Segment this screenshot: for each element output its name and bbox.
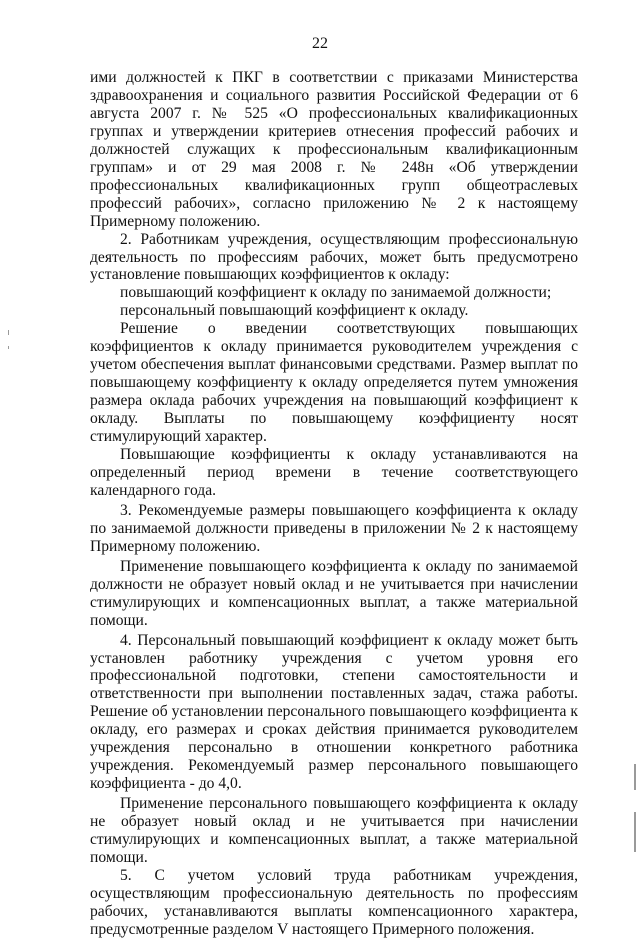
page-number: 22 [312, 35, 328, 52]
paragraph-decision: Решение о введении соответствующих повышающих коэффициентов к окладу принимается руководителем учреждения с учетом обеспечения выплат финансовыми средствами. Размер выплат по повышающему коэффициенту к окладу определяется путем умножения размера оклада рабочих учреждения на повышающий коэффициент к окладу. Выплаты по повышающему коэффициенту носят стимулирующий характер. [90, 320, 578, 446]
scan-artifact [8, 346, 9, 349]
scan-artifact [634, 764, 636, 790]
list-item-position-coefficient: повышающий коэффициент к окладу по занимаемой должности; [120, 284, 552, 302]
scan-artifact [8, 330, 9, 335]
paragraph-item-3: 3. Рекомендуемые размеры повышающего коэффициента к окладу по занимаемой должности приведены в приложении № 2 к настоящему Примерному положению. [90, 501, 578, 555]
paragraph-period: Повышающие коэффициенты к окладу устанавливаются на определенный период времени в течение соответствующего календарного года. [90, 446, 578, 499]
paragraph-intro: ими должностей к ПКГ в соответствии с приказами Министерства здравоохранения и социального развития Российской Федерации от 6 августа 2007 г. № 525 «О профессиональных квалификационных группах и утверждении критериев отнесения профессий рабочих и должностей служащих к профессиональным квалификационным группам» и от 29 мая 2008 г. № 248н «Об утверждении профессиональных квалификационных групп общеотраслевых профессий рабочих», согласно приложению № 2 к настоящему Примерному положению. [90, 69, 578, 230]
paragraph-application-position: Применение повышающего коэффициента к окладу по занимаемой должности не образует новый оклад и не учитывается при начислении стимулирующих и компенсационных выплат, а также материальной помощи. [90, 557, 578, 629]
paragraph-item-4: 4. Персональный повышающий коэффициент к окладу может быть установлен работнику учреждения с учетом уровня его профессиональной подготовки, степени самостоятельности и ответственности при выполнении поставленных задач, стажа работы. Решение об установлении персонального повышающего коэффициента к окладу, его размерах и сроках действия принимается руководителем учреждения персонально в отношении конкретного работника учреждения. Рекомендуемый размер персонального повышающего коэффициента - до 4,0. [90, 631, 578, 793]
document-body [90, 69, 578, 939]
paragraph-item-2: 2. Работникам учреждения, осуществляющим профессиональную деятельность по профессиям рабочих, может быть предусмотрено установление повышающих коэффициентов к окладу: [90, 230, 578, 284]
paragraph-item-5: 5. С учетом условий труда работникам учреждения, осуществляющим профессиональную деятельность по профессиям рабочих, устанавливаются выплаты компенсационного характера, предусмотренные разделом V настоящего Примерного положения. [90, 866, 578, 938]
scan-artifact [634, 812, 636, 852]
list-item-personal-coefficient: персональный повышающий коэффициент к окладу. [120, 302, 469, 320]
paragraph-application-personal: Применение персонального повышающего коэффициента к окладу не образует новый оклад и не учитывается при начислении стимулирующих и компенсационных выплат, а также материальной помощи. [90, 795, 578, 866]
